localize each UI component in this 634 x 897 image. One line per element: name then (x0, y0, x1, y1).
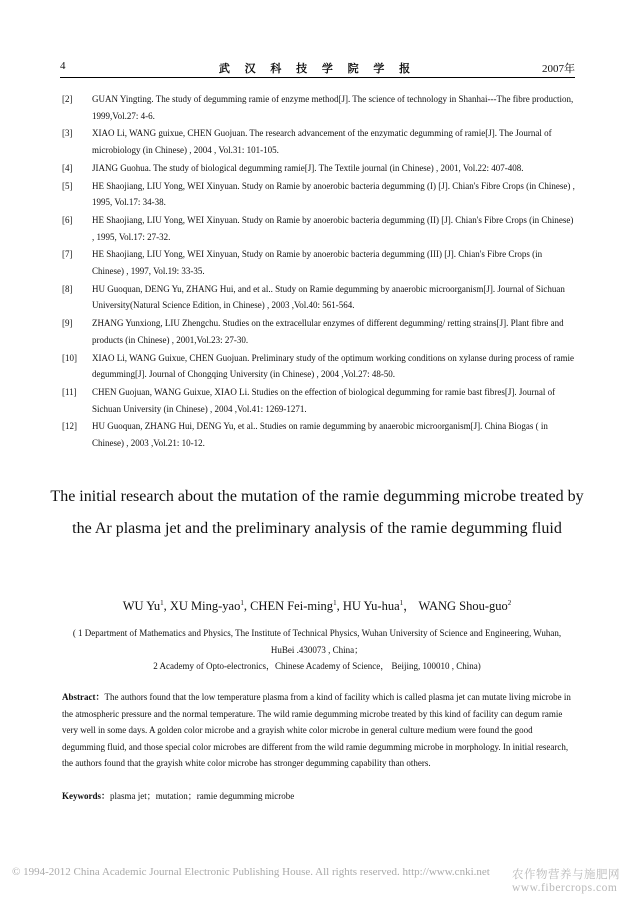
journal-year: 2007年 (542, 63, 575, 75)
author-separator: , (243, 599, 251, 613)
reference-number: [11] (62, 386, 77, 397)
author-name: CHEN Fei-ming (250, 599, 334, 613)
author-name: XU Ming-yao (169, 599, 241, 613)
reference-text: GUAN Yingting. The study of degumming ramie of enzyme method[J]. The science of technology in Shanhai---The fibre production, 1999,Vol.27: 4-6. (92, 94, 574, 121)
reference-number: [3] (62, 128, 73, 139)
reference-item (62, 160, 576, 177)
reference-number: [9] (62, 318, 73, 329)
reference-number: [7] (62, 249, 73, 260)
affiliation-line: 2 Academy of Opto-electronics，Chinese Academy of Science， Beijing, 100010 , China) (153, 661, 481, 671)
reference-number: [10] (62, 352, 77, 363)
reference-list (62, 91, 576, 453)
reference-text: XIAO Li, WANG guixue, CHEN Guojuan. The research advancement of the enzymatic degumming of ramie[J]. The Journal of microbiology (in Chinese) , 2004 , Vol.31: 101-105. (92, 128, 552, 156)
abstract-label: Abstract： (62, 692, 105, 702)
header-rule (60, 77, 575, 78)
reference-item (62, 384, 576, 417)
author-separator: ， (403, 599, 419, 613)
author-affiliation-mark: 1 (240, 598, 244, 607)
reference-text: HE Shaojiang, LIU Yong, WEI Xinyuan, Study on Ramie by anoerobic bacteria degumming (III) [J]. Chian's Fibre Crops (in Chinese) , 1997, Vol.19: 33-35. (92, 249, 543, 277)
reference-number: [4] (62, 162, 73, 173)
author-affiliation-mark: 1 (160, 598, 164, 607)
reference-text: HU Guoquan, ZHANG Hui, DENG Yu, et al.. Studies on ramie degumming by anaerobic microorganism[J]. China Biogas ( in Chinese) , 2003 ,Vol.21: 10-12. (92, 421, 548, 449)
reference-item (62, 315, 576, 348)
affiliations (60, 625, 574, 675)
author-line (40, 596, 594, 614)
reference-text: HE Shaojiang, LIU Yong, WEI Xinyuan. Study on Ramie by anoerobic bacteria degumming (I) [J]. Chian's Fibre Crops (in Chinese) , 1995, Vol.17: 34-38. (92, 180, 575, 208)
reference-text: JIANG Guohua. The study of biological degumming ramie[J]. The Textile journal (in Chinese) , 2001, Vol.22: 407-408. (92, 162, 524, 173)
reference-item (62, 281, 576, 314)
watermark: 农作物营养与施肥网 www.fibercrops.com (512, 869, 620, 894)
page-header (60, 60, 575, 76)
page-number: 4 (60, 60, 66, 72)
abstract (62, 689, 576, 772)
keywords (62, 789, 576, 802)
author-affiliation-mark: 1 (399, 598, 404, 607)
affiliation-line: ( 1 Department of Mathematics and Physics, The Institute of Technical Physics, Wuhan University of Science and Engineering, Wuhan, (72, 628, 562, 638)
reference-text: XIAO Li, WANG Guixue, CHEN Guojuan. Preliminary study of the optimum working conditions on xylanse during process of ramie degumming[J]. Journal of Chongqing University (in Chinese) , 2004 ,Vol.27: 48-50. (92, 352, 575, 380)
journal-name: 武 汉 科 技 学 院 学 报 (218, 63, 417, 75)
copyright-footer: © 1994-2012 China Academic Journal Electronic Publishing House. All rights reserved. http://www.cnki.net (12, 866, 490, 878)
reference-number: [8] (62, 283, 73, 294)
reference-item (62, 246, 576, 279)
author-affiliation-mark: 1 (333, 598, 337, 607)
reference-item (62, 212, 576, 245)
reference-number: [12] (62, 421, 77, 432)
author-name: HU Yu-hua (342, 599, 400, 613)
reference-number: [2] (62, 94, 73, 104)
reference-text: CHEN Guojuan, WANG Guixue, XIAO Li. Studies on the effection of biological degumming for ramie bast fibres[J]. Journal of Sichuan University (in Chinese) , 2004 ,Vol.41: 1269-1271. (92, 386, 556, 414)
reference-item (62, 178, 576, 211)
reference-item (62, 350, 576, 383)
keywords-label: Keywords： (62, 791, 110, 801)
paper-title: The initial research about the mutation of the ramie degumming microbe treated by the Ar plasma jet and the preliminary analysis of the ramie degumming fluid (50, 488, 584, 537)
author-name: WU Yu (122, 599, 161, 613)
keywords-text: plasma jet；mutation；ramie degumming microbe (110, 791, 295, 801)
author-separator: , (163, 599, 170, 613)
author-separator: , (336, 599, 343, 613)
reference-text: HE Shaojiang, LIU Yong, WEI Xinyuan. Study on Ramie by anoerobic bacteria degumming (II) [J]. Chian's Fibre Crops (in Chinese) , 1995, Vol.17: 27-32. (92, 214, 574, 242)
reference-text: ZHANG Yunxiong, LIU Zhengchu. Studies on the extracellular enzymes of different degumming/ retting strains[J]. Plant fibre and products (in Chinese) , 2001,Vol.23: 27-30. (92, 318, 564, 345)
author-affiliation-mark: 2 (507, 598, 512, 607)
author-name: WANG Shou-guo (418, 599, 508, 613)
reference-number: [5] (62, 180, 73, 191)
reference-text: HU Guoquan, DENG Yu, ZHANG Hui, and et al.. Study on Ramie degumming by anaerobic microorganism[J]. Journal of Sichuan University(Natural Science Edition, in Chinese) , 2003 ,Vol.40: 561-564. (92, 283, 565, 311)
reference-item (62, 91, 576, 124)
abstract-text: The authors found that the low temperature plasma from a kind of facility which is called plasma jet can mutate living microbe in the atmospheric pressure and the normal temperature. The wild ramie degumming microbe treated by this kind of facility can degum ramie very well in some days. A golden color microbe and a grayish white color microbe in general culture medium were found the good degumming fluid, and those special color microbes are different from the wild ramie degumming microbe in morphology. In initial research, the authors found that the grayish white color microbe has stronger degumming capability than others. (62, 692, 571, 769)
reference-item (62, 125, 576, 158)
reference-item (62, 418, 576, 451)
affiliation-line: HuBei .430073 , China； (270, 644, 364, 655)
reference-number: [6] (62, 214, 73, 225)
